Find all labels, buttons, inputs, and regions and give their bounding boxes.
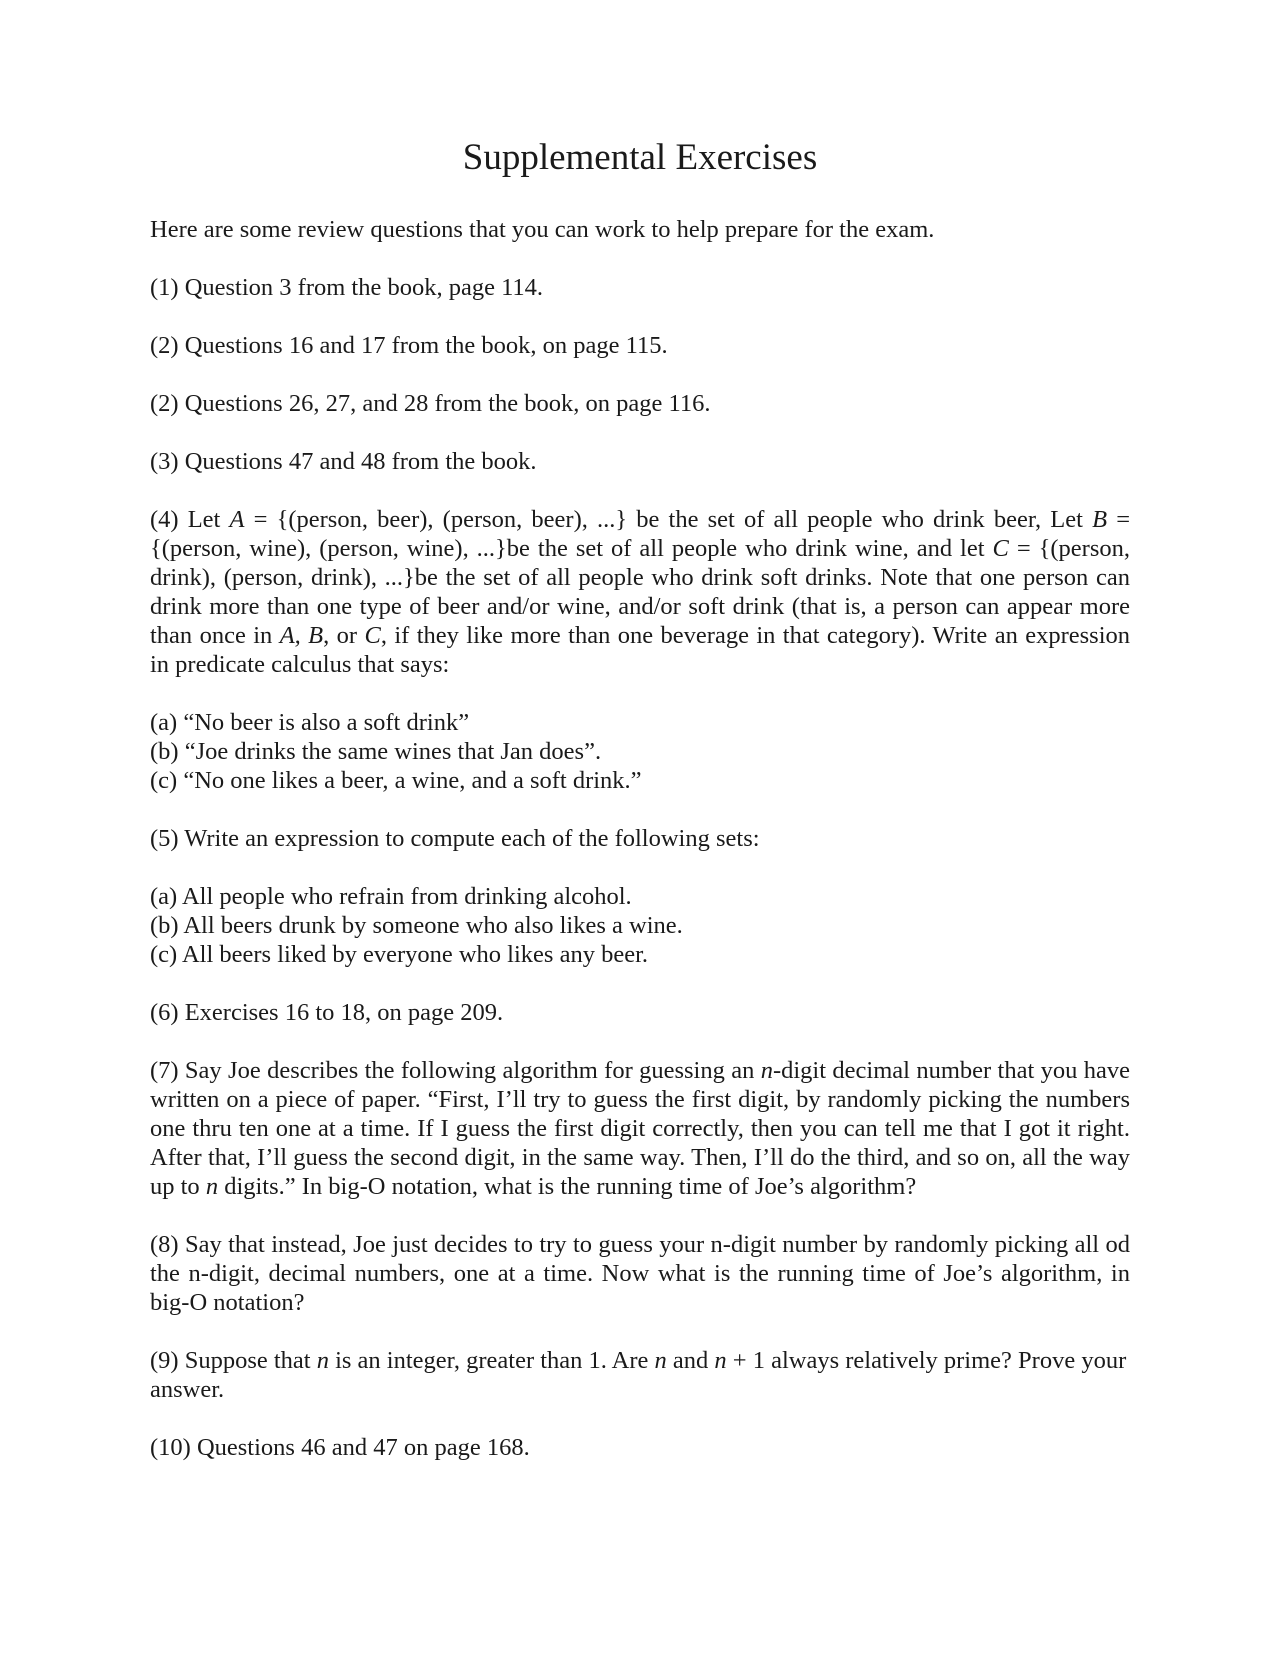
q7-text-2: -digit decimal number that you have written on a piece of paper. “First, I’ll try to guess the first digit, by randomly picking the numbers one thru ten one at a time. If I guess the first digit correctly, then you can tell me that I got it right. After that, I’ll guess the second digit, in the same way. Then, I’ll do the third, and so on, all the way up to bbox=[150, 1057, 1131, 1200]
question-5: (5) Write an expression to compute each of the following sets: bbox=[150, 825, 760, 852]
q4-text-5: , or bbox=[323, 622, 365, 649]
q9-text-1: (9) Suppose that bbox=[150, 1347, 317, 1374]
q5-item-b: (b) All beers drunk by someone who also likes a wine. bbox=[150, 912, 683, 939]
question-5-subitems bbox=[150, 882, 1130, 969]
q7-var-n: n bbox=[760, 1057, 773, 1084]
question-6: (6) Exercises 16 to 18, on page 209. bbox=[150, 999, 504, 1026]
q4-item-a: (a) “No beer is also a soft drink” bbox=[150, 709, 470, 736]
q9-var-n-3: n bbox=[714, 1347, 727, 1374]
question-2-first: (2) Questions 16 and 17 from the book, on page 115. bbox=[150, 332, 668, 359]
q7-text-3: digits.” In big-O notation, what is the running time of Joe’s algorithm? bbox=[218, 1173, 917, 1200]
question-10: (10) Questions 46 and 47 on page 168. bbox=[150, 1434, 530, 1461]
q4-var-b: B bbox=[1092, 506, 1108, 533]
q9-text-3: and bbox=[666, 1347, 715, 1374]
q5-item-c: (c) All beers liked by everyone who likes any beer. bbox=[150, 941, 649, 968]
q4-item-c: (c) “No one likes a beer, a wine, and a soft drink.” bbox=[150, 767, 642, 794]
q7-text-1: (7) Say Joe describes the following algorithm for guessing an bbox=[150, 1057, 761, 1084]
question-4-subitems bbox=[150, 708, 1130, 795]
q4-text-1: (4) Let bbox=[150, 506, 230, 533]
q9-text-2: is an integer, greater than 1. Are bbox=[328, 1347, 655, 1374]
question-2-second: (2) Questions 26, 27, and 28 from the book, on page 116. bbox=[150, 390, 711, 417]
q4-text-3: = {(person, wine), (person, wine), ...}be the set of all people who drink wine, and let bbox=[150, 506, 1131, 562]
intro-paragraph: Here are some review questions that you can work to help prepare for the exam. bbox=[150, 216, 935, 243]
q4-text-4: = {(person, drink), (person, drink), ...}be the set of all people who drink soft drinks. Note that one person can drink more than one type of beer and/or wine, and/or soft drink (that is, a person can appear more than once in bbox=[150, 535, 1131, 649]
question-7 bbox=[150, 1056, 1130, 1201]
document-page bbox=[150, 136, 1130, 1491]
q4-text-6: , if they like more than one beverage in that category). Write an expression in predicate calculus that says: bbox=[150, 622, 1131, 678]
q4-text-2: = {(person, beer), (person, beer), ...} be the set of all people who drink beer, Let bbox=[244, 506, 1093, 533]
q4-var-c: C bbox=[992, 535, 1009, 562]
question-3: (3) Questions 47 and 48 from the book. bbox=[150, 448, 537, 475]
q4-var-a: A bbox=[229, 506, 245, 533]
q4-item-b: (b) “Joe drinks the same wines that Jan does”. bbox=[150, 738, 602, 765]
q5-item-a: (a) All people who refrain from drinking alcohol. bbox=[150, 883, 632, 910]
question-9 bbox=[150, 1346, 1130, 1404]
question-1: (1) Question 3 from the book, page 114. bbox=[150, 274, 544, 301]
q4-var-a-b: A, B bbox=[279, 622, 324, 649]
q9-var-n: n bbox=[316, 1347, 329, 1374]
q7-var-n-2: n bbox=[205, 1173, 219, 1200]
question-4 bbox=[150, 505, 1130, 679]
page-title: Supplemental Exercises bbox=[462, 137, 818, 178]
question-8: (8) Say that instead, Joe just decides to try to guess your n-digit number by randomly picking all od the n-digit, decimal numbers, one at a time. Now what is the running time of Joe’s algorithm, in big-O notation? bbox=[150, 1231, 1130, 1316]
q9-text-4: + 1 always relatively prime? Prove your answer. bbox=[150, 1347, 1127, 1403]
q9-var-n-2: n bbox=[654, 1347, 667, 1374]
q4-var-c-2: C bbox=[364, 622, 381, 649]
